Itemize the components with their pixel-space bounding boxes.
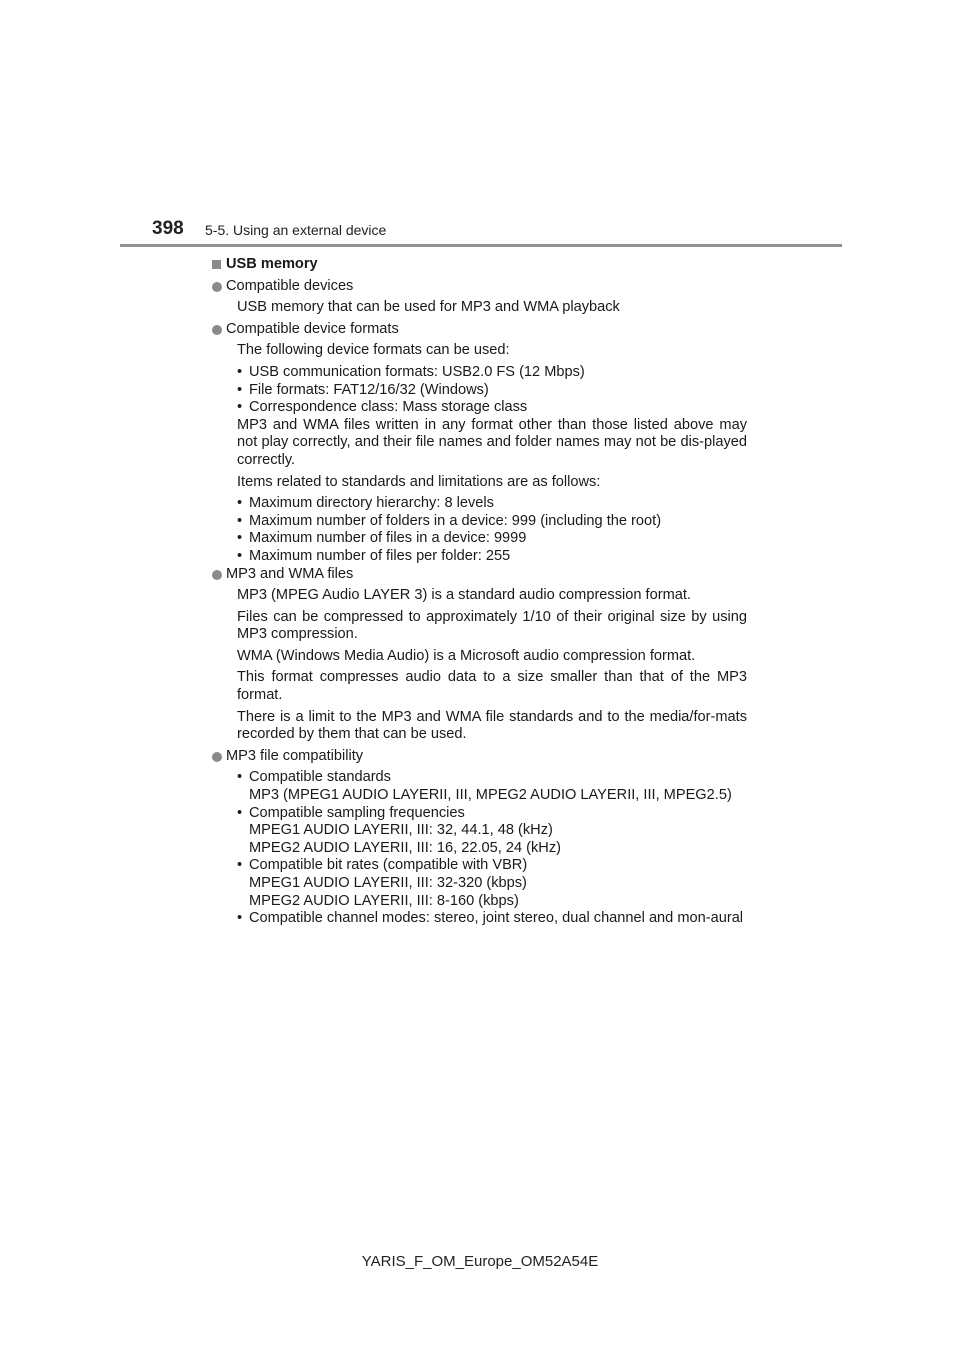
subsection-title (212, 748, 747, 766)
list-item: • Maximum number of files in a device: 9999 (237, 530, 747, 548)
paragraph: USB memory that can be used for MP3 and WMA playback (237, 299, 620, 316)
subsection-title (212, 566, 747, 584)
list-item: • USB communication formats: USB2.0 FS (12 Mbps) (237, 364, 747, 382)
paragraph: The following device formats can be used: (237, 342, 510, 359)
subsection-title (212, 321, 747, 339)
list-item (237, 857, 747, 910)
paragraph: Files can be compressed to approximately 1/10 of their original size by using MP3 compression. (237, 608, 747, 643)
list-item: • Maximum directory hierarchy: 8 levels (237, 495, 747, 513)
paragraph: MP3 and WMA files written in any format other than those listed above may not play correctly, and their file names and folder names may not be dis-played correctly. (237, 416, 747, 468)
subsection-title-text: Compatible device formats (226, 320, 399, 337)
list-item-detail: MPEG2 AUDIO LAYERII, III: 8-160 (kbps) (249, 892, 519, 909)
list-item: • File formats: FAT12/16/32 (Windows) (237, 382, 747, 400)
circle-bullet-icon (212, 570, 222, 580)
subsection-body (212, 299, 747, 317)
paragraph: There is a limit to the MP3 and WMA file standards and to the media/for-mats recorded by them that can be used. (237, 708, 747, 743)
subsection-title (212, 278, 747, 296)
subsection-body (212, 342, 747, 565)
list-item-label: • Compatible bit rates (compatible with VBR) (249, 857, 528, 874)
list-item: • Maximum number of files per folder: 255 (237, 548, 747, 566)
list-item-detail: MPEG1 AUDIO LAYERII, III: 32-320 (kbps) (249, 875, 527, 891)
list-item-detail: MPEG2 AUDIO LAYERII, III: 16, 22.05, 24 (kHz) (249, 839, 561, 856)
subsection-body (212, 587, 747, 744)
list-item-label: • Compatible channel modes: stereo, joint stereo, dual channel and mon-aural (249, 910, 744, 927)
list-item (237, 910, 747, 928)
bullet-list (237, 495, 747, 565)
list-item-label: • Compatible sampling frequencies (249, 804, 465, 821)
circle-bullet-icon (212, 282, 222, 292)
list-item-detail: MPEG1 AUDIO LAYERII, III: 32, 44.1, 48 (kHz) (249, 822, 553, 839)
section-heading (212, 256, 747, 274)
square-bullet-icon (212, 260, 221, 269)
list-item-detail: MP3 (MPEG1 AUDIO LAYERII, III, MPEG2 AUDIO LAYERII, III, MPEG2.5) (249, 787, 732, 804)
subsection-title-text: Compatible devices (226, 277, 354, 294)
footer-doc-code: YARIS_F_OM_Europe_OM52A54E (361, 1253, 599, 1270)
paragraph: MP3 (MPEG Audio LAYER 3) is a standard audio compression format. (237, 587, 691, 604)
paragraph: This format compresses audio data to a size smaller than that of the MP3 format. (237, 669, 747, 704)
bullet-list (237, 769, 747, 927)
section-heading-text: USB memory (226, 256, 318, 272)
list-item (237, 805, 747, 858)
circle-bullet-icon (212, 325, 222, 335)
paragraph: WMA (Windows Media Audio) is a Microsoft audio compression format. (237, 647, 696, 664)
subsection-body (212, 769, 747, 927)
page-number: 398 (152, 218, 184, 239)
paragraph: Items related to standards and limitations are as follows: (237, 473, 601, 490)
header-rule (120, 244, 842, 247)
list-item: • Maximum number of folders in a device: 999 (including the root) (237, 513, 747, 531)
subsection-title-text: MP3 and WMA files (226, 565, 354, 582)
subsection-title-text: MP3 file compatibility (226, 747, 364, 764)
circle-bullet-icon (212, 752, 222, 762)
section-title: 5-5. Using an external device (205, 222, 387, 238)
list-item: • Correspondence class: Mass storage class (237, 399, 747, 417)
list-item (237, 769, 747, 804)
content (212, 256, 747, 928)
bullet-list (237, 364, 747, 417)
list-item-label: • Compatible standards (249, 769, 391, 786)
